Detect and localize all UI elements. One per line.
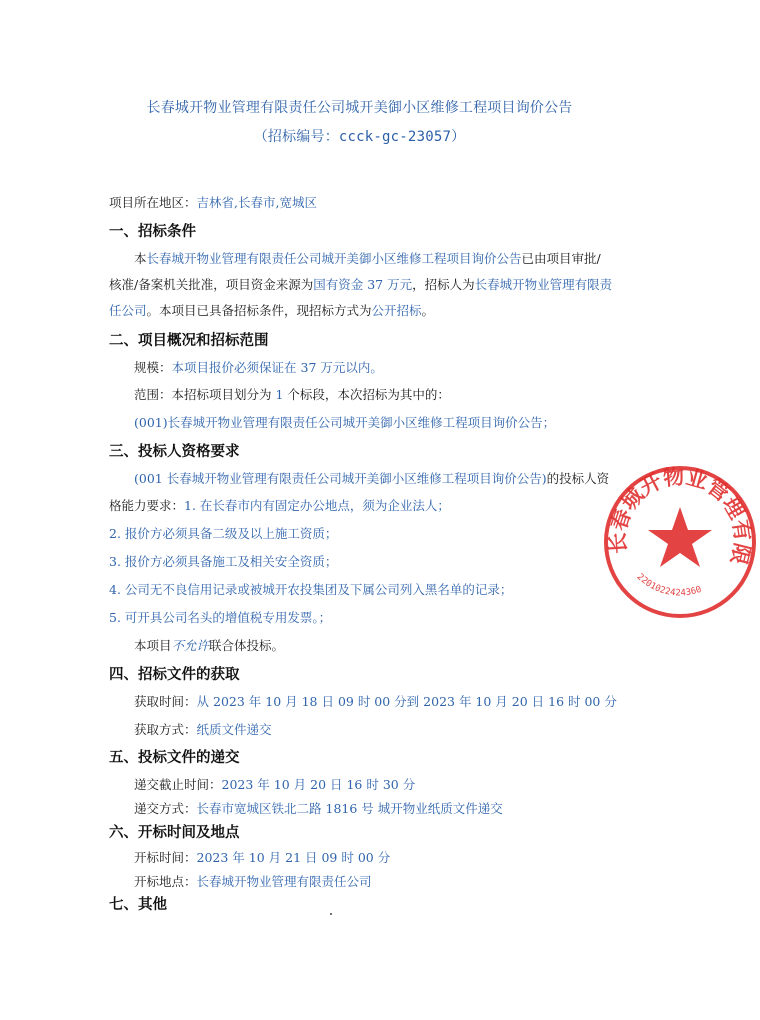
s6-place bbox=[134, 872, 372, 890]
s4-method bbox=[134, 720, 272, 738]
section-2-heading: 二、项目概况和招标范围 bbox=[109, 333, 269, 349]
s4-time bbox=[134, 692, 617, 710]
s1-line-2 bbox=[109, 275, 612, 293]
s2-scale-label: 规模： bbox=[134, 360, 172, 375]
s2-scale-value: 本项目报价必须保证在 37 万元以内。 bbox=[171, 360, 383, 375]
seal-text: 长春城开物业管理有限 bbox=[605, 464, 755, 567]
s3-requirement-4: 4. 公司无不良信用记录或被城开农投集团及下属公司列入黑名单的记录； bbox=[109, 582, 513, 597]
s3-text: 格能力要求： bbox=[109, 498, 185, 513]
s2-scope bbox=[134, 385, 450, 403]
s3-requirement-2: 2. 报价方必须具备二级及以上施工资质； bbox=[109, 526, 338, 541]
s6-place-value: 长春城开物业管理有限责任公司 bbox=[196, 874, 372, 889]
section-3-heading: 三、投标人资格要求 bbox=[109, 444, 240, 460]
s2-text: 个标段，本次招标为其中的： bbox=[283, 387, 450, 402]
s3-line-2 bbox=[109, 496, 450, 514]
s3-text: 的投标人资 bbox=[546, 471, 610, 486]
s1-line-3 bbox=[109, 301, 434, 319]
s5-deadline bbox=[134, 775, 415, 793]
section-5-heading: 五、投标文件的递交 bbox=[109, 750, 240, 766]
region-line bbox=[109, 193, 317, 211]
section-6-heading: 六、开标时间及地点 bbox=[109, 825, 240, 841]
s1-text: ，招标人为 bbox=[412, 277, 475, 292]
s3-text: 本项目 bbox=[134, 638, 172, 653]
s4-time-label: 获取时间： bbox=[134, 694, 197, 709]
section-1-heading: 一、招标条件 bbox=[109, 224, 196, 240]
region-value: 吉林省,长春市,宽城区 bbox=[196, 195, 317, 210]
s6-time bbox=[134, 848, 390, 866]
stray-dot bbox=[330, 913, 332, 915]
s1-text: 核准/备案机关批准，项目资金来源为 bbox=[109, 277, 314, 292]
s4-method-label: 获取方式： bbox=[134, 722, 197, 737]
document-title: 长春城开物业管理有限责任公司城开美御小区维修工程项目询价公告 bbox=[146, 100, 573, 116]
s3-line-1 bbox=[134, 469, 609, 487]
s5-method bbox=[134, 799, 503, 817]
s1-project-name: 长春城开物业管理有限责任公司城开美御小区维修工程项目询价公告 bbox=[146, 251, 522, 266]
section-4-heading: 四、招标文件的获取 bbox=[109, 667, 240, 683]
s1-tenderer: 长春城开物业管理有限责 bbox=[474, 277, 613, 292]
s2-lot-count: 1 bbox=[275, 387, 284, 402]
s3-requirement-3: 3. 报价方必须具备施工及相关安全资质； bbox=[109, 554, 338, 569]
s2-lot: (001)长春城开物业管理有限责任公司城开美御小区维修工程项目询价公告； bbox=[134, 415, 556, 430]
tender-code-value: ccck-gc-23057 bbox=[338, 129, 452, 145]
tender-code bbox=[0, 126, 719, 146]
s1-line-1 bbox=[134, 249, 601, 267]
s1-text: 已由项目审批/ bbox=[521, 251, 601, 266]
section-7-heading: 七、其他 bbox=[109, 897, 167, 913]
s3-requirement-5: 5. 可开具公司名头的增值税专用发票。； bbox=[109, 610, 332, 625]
s3-requirement-1: 1. 在长春市内有固定办公地点，须为企业法人； bbox=[184, 498, 450, 513]
s1-tender-method: 公开招标 bbox=[371, 303, 422, 318]
s1-fund-source: 国有资金 37 万元 bbox=[313, 277, 413, 292]
s5-deadline-value: 2023 年 10 月 20 日 16 时 30 分 bbox=[221, 777, 416, 792]
region-label: 项目所在地区： bbox=[109, 195, 197, 210]
svg-text:2201022424360 bbox=[635, 572, 703, 599]
s1-tenderer: 任公司 bbox=[109, 303, 147, 318]
s4-time-value: 从 2023 年 10 月 18 日 09 时 00 分到 2023 年 10 月 20 日 16 时 00 分 bbox=[196, 694, 617, 709]
s6-place-label: 开标地点： bbox=[134, 874, 197, 889]
s1-text: 本 bbox=[134, 251, 147, 266]
company-seal-icon bbox=[600, 462, 760, 622]
seal-number: 2201022424360 bbox=[634, 572, 703, 599]
s1-text: 。 bbox=[421, 303, 435, 318]
s6-time-label: 开标时间： bbox=[134, 850, 197, 865]
s5-method-label: 递交方式： bbox=[134, 801, 197, 816]
s5-deadline-label: 递交截止时间： bbox=[134, 777, 222, 792]
s3-joint-value: 不允许 bbox=[171, 638, 210, 653]
tender-code-close: ） bbox=[451, 129, 466, 145]
s1-text: 。本项目已具备招标条件，现招标方式为 bbox=[146, 303, 372, 318]
s2-text: 范围：本招标项目划分为 bbox=[134, 387, 276, 402]
tender-code-label: （招标编号： bbox=[253, 129, 339, 145]
s3-joint-bid bbox=[134, 636, 284, 654]
s6-time-value: 2023 年 10 月 21 日 09 时 00 分 bbox=[196, 850, 391, 865]
s3-lot-ref: (001 长春城开物业管理有限责任公司城开美御小区维修工程项目询价公告) bbox=[134, 471, 547, 486]
s4-method-value: 纸质文件递交 bbox=[196, 722, 272, 737]
s2-scale bbox=[134, 358, 383, 376]
s5-method-value: 长春市宽城区铁北二路 1816 号 城开物业纸质文件递交 bbox=[196, 801, 503, 816]
s3-text: 联合体投标。 bbox=[209, 638, 285, 653]
